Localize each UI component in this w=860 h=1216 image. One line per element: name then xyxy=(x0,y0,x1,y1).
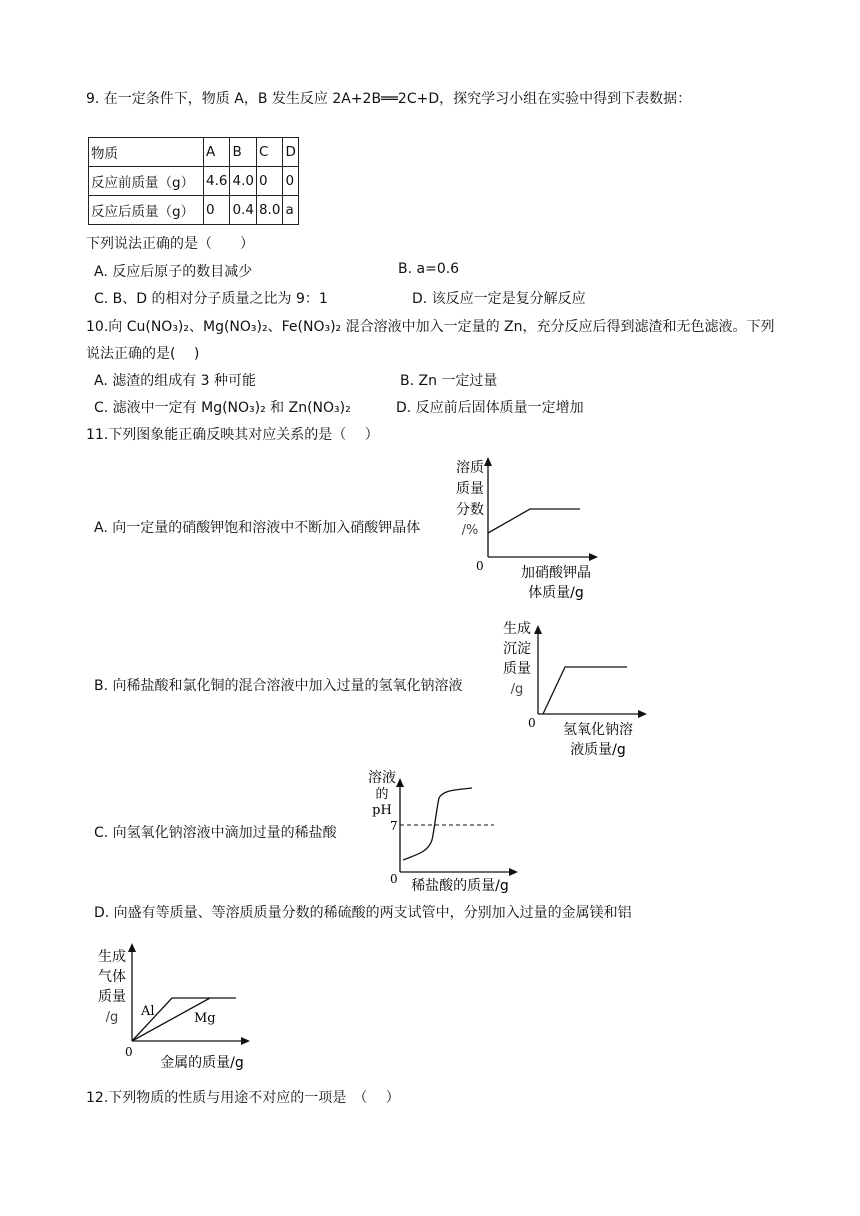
graph-b-ylabel: 质量 xyxy=(503,661,531,677)
graph-b-ylabel: 生成 xyxy=(503,621,531,637)
graph-a-ylabel: 分数 xyxy=(456,502,484,518)
graph-a-y-arrow xyxy=(484,457,492,466)
graph-c-ylabel: 溶液 xyxy=(368,770,396,786)
q10-option-d: D. 反应前后固体质量一定增加 xyxy=(396,400,584,416)
graph-a-ylabel: 质量 xyxy=(456,481,484,497)
table-cell: B xyxy=(230,138,256,167)
table-cell: D xyxy=(283,138,298,167)
table-cell: A xyxy=(204,138,230,167)
graph-b-curve xyxy=(543,667,627,714)
graph-d-ylabel: 气体 xyxy=(98,969,126,985)
graph-b-xlabel: 液质量/g xyxy=(570,742,626,758)
q10-stem-line2: 说法正确的是( ) xyxy=(86,346,200,362)
graph-a-xlabel: 体质量/g xyxy=(528,585,584,601)
graph-b xyxy=(495,617,660,762)
graph-c-tick-7: 7 xyxy=(390,819,398,833)
table-row xyxy=(89,167,299,196)
q12-stem: 12.下列物质的性质与用途不对应的一项是 （ ） xyxy=(86,1090,400,1106)
q9-option-c: C. B、D 的相对分子质量之比为 9：1 xyxy=(94,291,328,307)
graph-c-origin: 0 xyxy=(390,872,398,886)
q10-stem-line1: 10.向 Cu(NO₃)₂、Mg(NO₃)₂、Fe(NO₃)₂ 混合溶液中加入一定量的 Zn，充分反应后得到滤渣和无色滤液。下列 xyxy=(86,319,775,335)
table-cell: 反应前质量（g） xyxy=(89,167,204,196)
graph-d xyxy=(88,937,263,1077)
q11-option-d: D. 向盛有等质量、等溶质质量分数的稀硫酸的两支试管中，分别加入过量的金属镁和铝 xyxy=(94,905,632,921)
graph-a-x-arrow xyxy=(589,553,598,561)
graph-d-mg-label: Mg xyxy=(194,1011,216,1026)
table-cell: 反应后质量（g） xyxy=(89,196,204,225)
graph-b-ylabel: 沉淀 xyxy=(503,641,531,657)
graph-a-xlabel: 加硝酸钾晶 xyxy=(521,565,591,581)
q9-prompt: 下列说法正确的是（ ） xyxy=(86,236,254,252)
graph-b-y-arrow xyxy=(534,625,542,634)
q11-option-a: A. 向一定量的硝酸钾饱和溶液中不断加入硝酸钾晶体 xyxy=(94,520,421,536)
q9-stem: 9. 在一定条件下，物质 A，B 发生反应 2A+2B══2C+D，探究学习小组在实验中得到下表数据： xyxy=(86,91,692,107)
graph-c-ylabel: 的 xyxy=(375,787,389,802)
graph-b-xlabel: 氢氧化钠溶 xyxy=(563,722,633,738)
q10-option-a: A. 滤渣的组成有 3 种可能 xyxy=(94,373,257,389)
q10-option-c: C. 滤液中一定有 Mg(NO₃)₂ 和 Zn(NO₃)₂ xyxy=(94,400,351,416)
q9-data-table xyxy=(88,137,299,225)
q11-option-c: C. 向氢氧化钠溶液中滴加过量的稀盐酸 xyxy=(94,825,337,841)
graph-d-ylabel: 质量 xyxy=(98,989,126,1005)
q9-option-d: D. 该反应一定是复分解反应 xyxy=(412,291,586,307)
q11-stem: 11.下列图象能正确反映其对应关系的是（ ） xyxy=(86,427,379,443)
graph-d-x-arrow xyxy=(241,1037,250,1045)
graph-d-origin: 0 xyxy=(125,1045,133,1059)
graph-d-xlabel: 金属的质量/g xyxy=(160,1055,244,1071)
q10-option-b: B. Zn 一定过量 xyxy=(400,373,498,389)
table-cell: 4.6 xyxy=(204,167,230,196)
table-cell: 0.4 xyxy=(230,196,256,225)
graph-d-y-arrow xyxy=(128,943,136,952)
table-cell: 8.0 xyxy=(256,196,282,225)
graph-a xyxy=(440,455,615,605)
graph-a-ylabel: 溶质 xyxy=(456,460,484,476)
table-cell: 4.0 xyxy=(230,167,256,196)
graph-d-ylabel: 生成 xyxy=(98,949,126,965)
graph-c-y-arrow xyxy=(396,778,404,787)
table-cell: C xyxy=(256,138,282,167)
table-row xyxy=(89,196,299,225)
graph-a-ylabel: /% xyxy=(461,523,479,538)
graph-a-origin: 0 xyxy=(476,559,484,573)
graph-c-curve xyxy=(403,788,472,860)
graph-b-origin: 0 xyxy=(528,716,536,730)
graph-b-ylabel: /g xyxy=(510,682,524,697)
q9-option-a: A. 反应后原子的数目减少 xyxy=(94,264,253,280)
graph-c-xlabel: 稀盐酸的质量/g xyxy=(411,878,509,894)
graph-c xyxy=(360,768,535,896)
graph-c-x-arrow xyxy=(509,868,518,876)
graph-a-curve xyxy=(488,509,580,533)
table-cell: 0 xyxy=(256,167,282,196)
graph-c-ylabel: pH xyxy=(372,803,392,818)
table-cell: a xyxy=(283,196,298,225)
table-cell: 物质 xyxy=(89,138,204,167)
graph-b-x-arrow xyxy=(638,710,647,718)
graph-d-ylabel: /g xyxy=(105,1010,119,1025)
graph-d-al-label: Al xyxy=(141,1004,155,1019)
table-header-row xyxy=(89,138,299,167)
table-cell: 0 xyxy=(283,167,298,196)
q9-option-b: B. a=0.6 xyxy=(398,261,460,277)
q11-option-b: B. 向稀盐酸和氯化铜的混合溶液中加入过量的氢氧化钠溶液 xyxy=(94,678,463,694)
table-cell: 0 xyxy=(204,196,230,225)
